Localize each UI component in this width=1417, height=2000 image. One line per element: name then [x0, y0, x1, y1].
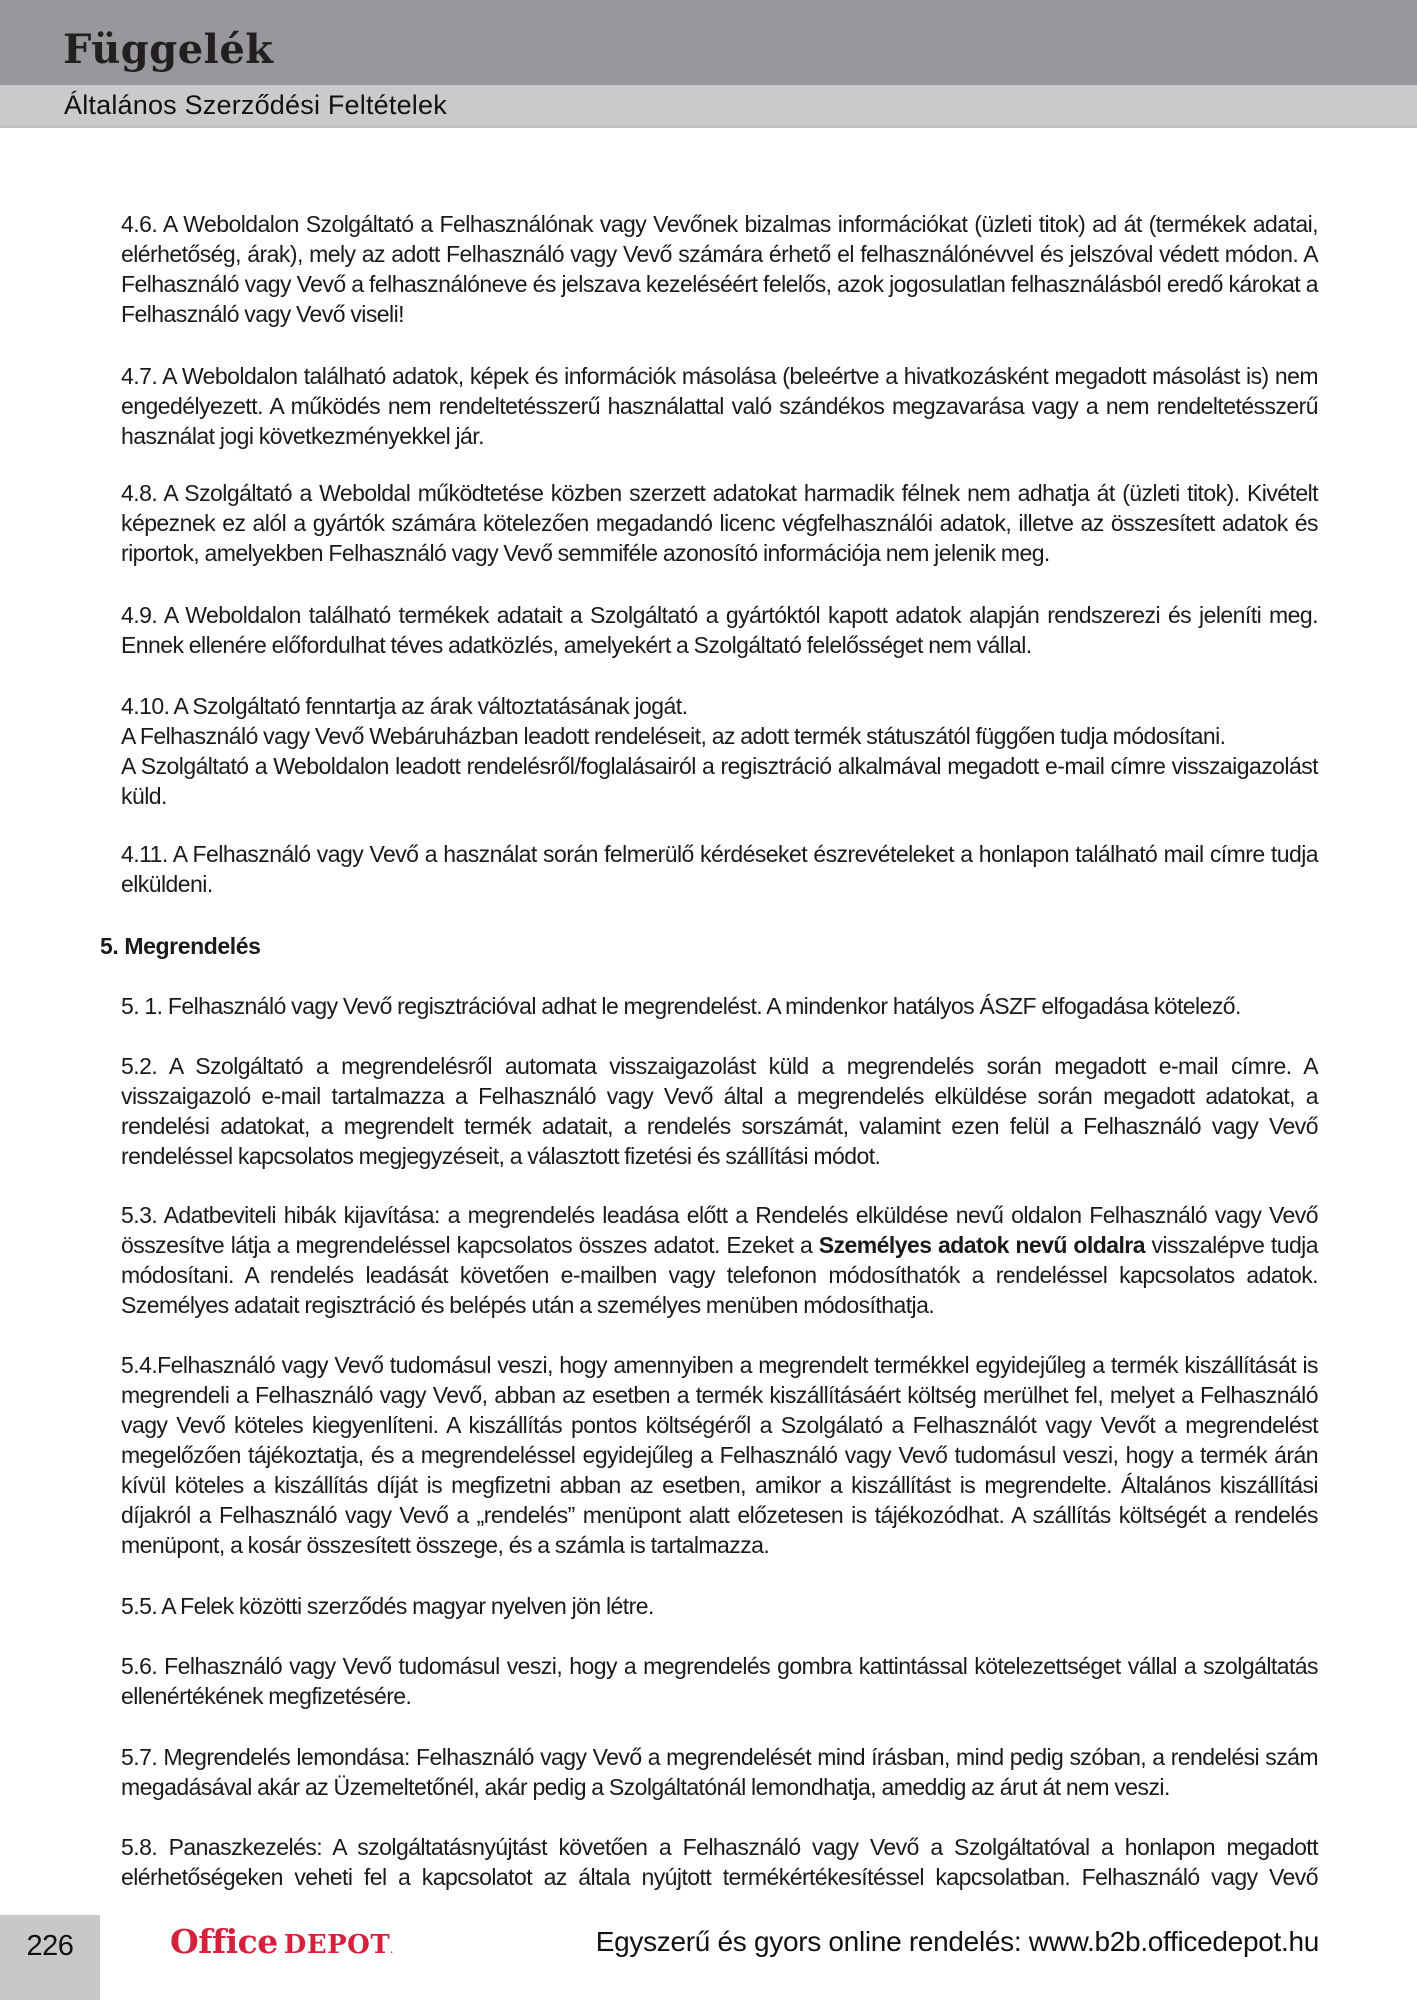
- text-line: elérhetőségeken veheti fel a kapcsolatot az általa nyújtott termékértékesítéssel kapcsolatban. Felhasználó vagy Vevő: [121, 1864, 1318, 1890]
- text-span: visszalépve tudja: [1144, 1232, 1318, 1258]
- paragraph-5-7: [121, 1742, 1318, 1802]
- logo-word-depot: DEPOT: [283, 1930, 391, 1960]
- text-line: 4.6. A Weboldalon Szolgáltató a Felhasználónak vagy Vevőnek bizalmas információkat (üzleti titok) ad át (termékek adatai,: [121, 211, 1318, 237]
- text-line: 5.3. Adatbeviteli hibák kijavítása: a megrendelés leadása előtt a Rendelés elküldése nevű oldalon Felhasználó vagy Vevő: [121, 1202, 1318, 1228]
- text-line: 5.2. A Szolgáltató a megrendelésről automata visszaigazolást küld a megrendelés során megadott e-mail címre. A: [121, 1053, 1318, 1079]
- text-line: kívül köteles a kiszállítás díját is megfizetni abban az esetben, amikor a kiszállítást is megrendelte. Általános kiszállítási: [121, 1472, 1318, 1498]
- bold-text: Személyes adatok nevű oldalra: [818, 1232, 1145, 1258]
- text-line: 4.11. A Felhasználó vagy Vevő a használat során felmerülő kérdéseket észrevételeket a honlapon található mail címre tudja: [121, 841, 1318, 867]
- paragraph-5-8: [121, 1832, 1318, 1892]
- text-line: Felhasználó vagy Vevő a felhasználóneve és jelszava kezeléséért felelős, azok jogosulatlan felhasználásból eredő károkat a: [121, 271, 1318, 297]
- text-line: 5.4.Felhasználó vagy Vevő tudomásul veszi, hogy amennyiben a megrendelt termékkel egyidejűleg a termék kiszállítását is: [121, 1352, 1318, 1378]
- paragraph-5-6: [121, 1651, 1318, 1711]
- text-line: rendeléssel kapcsolatos megjegyzéseit, a választott fizetési és szállítási módot.: [121, 1143, 881, 1169]
- text-line: vagy Vevő köteles kiegyenlíteni. A kiszállítás pontos költségéről a Szolgálató a Felhasználót vagy Vevőt a megrendelést: [121, 1412, 1318, 1438]
- text-line: 5.5. A Felek közötti szerződés magyar nyelven jön létre.: [121, 1593, 654, 1619]
- text-line: riportok, amelyekben Felhasználó vagy Vevő semmiféle azonosító információja nem jelenik meg.: [121, 540, 1050, 566]
- text-line: megrendeli a Felhasználó vagy Vevő, abban az esetben a termék kiszállításáért költség merülhet fel, melyet a Felhasználó: [121, 1382, 1318, 1408]
- text-line: 5.7. Megrendelés lemondása: Felhasználó vagy Vevő a megrendelését mind írásban, mind pedig szóban, a rendelési szám: [121, 1744, 1318, 1770]
- text-line: visszaigazoló e-mail tartalmazza a Felhasználó vagy Vevő által a megrendelés elküldése során megadott adatokat, a: [121, 1083, 1318, 1109]
- page-subtitle: Általános Szerződési Feltételek: [64, 90, 447, 120]
- text-line: A Szolgáltató a Weboldalon leadott rendelésről/foglalásairól a regisztráció alkalmával megadott e-mail címre visszaigazolást: [121, 753, 1318, 779]
- footer-tagline: Egyszerű és gyors online rendelés: www.b2b.officedepot.hu: [595, 1926, 1319, 1957]
- text-line: A Felhasználó vagy Vevő Webáruházban leadott rendeléseit, az adott termék státuszától függően tudja módosítani.: [121, 723, 1226, 749]
- logo-word-office: Office: [170, 1922, 278, 1961]
- text-line: megadásával akár az Üzemeltetőnél, akár pedig a Szolgáltatónál lemondhatja, ameddig az árut át nem veszi.: [121, 1774, 1170, 1800]
- text-line: Személyes adatait regisztráció és belépés után a személyes menüben módosíthatja.: [121, 1292, 935, 1318]
- paragraph-4-8: [121, 478, 1318, 568]
- text-line: 4.9. A Weboldalon található termékek adatait a Szolgáltató a gyártóktól kapott adatok alapján rendszerezi és jeleníti meg.: [121, 602, 1318, 628]
- text-line: [121, 1230, 1318, 1260]
- text-line: elküldeni.: [121, 871, 213, 897]
- text-line: 5.6. Felhasználó vagy Vevő tudomásul veszi, hogy a megrendelés gombra kattintással kötelezettséget vállal a szolgáltatás: [121, 1653, 1318, 1679]
- text-line: menüpont, a kosár összesített összege, és a számla is tartalmazza.: [121, 1532, 770, 1558]
- section-heading: 5. Megrendelés: [100, 933, 261, 959]
- text-line: Ennek ellenére előfordulhat téves adatközlés, amelyekért a Szolgáltató felelősséget nem vállal.: [121, 632, 1032, 658]
- text-line: Felhasználó vagy Vevő viseli!: [121, 301, 404, 327]
- text-line: díjakról a Felhasználó vagy Vevő a „rendelés” menüpont alatt előzetesen is tájékozódhat. A szállítás költségét a rendelés: [121, 1502, 1318, 1528]
- paragraph-4-10: [121, 691, 1318, 811]
- paragraph-4-7: [121, 361, 1318, 451]
- text-line: küld.: [121, 783, 167, 809]
- paragraph-5-4: [121, 1350, 1318, 1560]
- paragraph-4-6: [121, 209, 1318, 329]
- office-depot-logo: [170, 1922, 393, 1961]
- text-line: módosítani. A rendelés leadását követően e-mailben vagy telefonon módosíthatók a rendeléssel kapcsolatos adatok.: [121, 1262, 1318, 1288]
- logo-dot: .: [390, 1945, 393, 1955]
- text-line: képeznek ez alól a gyártók számára kötelezően megadandó licenc végfelhasználói adatok, illetve az összesített adatok és: [121, 510, 1318, 536]
- text-line: 4.10. A Szolgáltató fenntartja az árak változtatásának jogát.: [121, 693, 688, 719]
- text-line: elérhetőség, árak), mely az adott Felhasználó vagy Vevő számára érhető el felhasználónévvel és jelszóval védett módon. A: [121, 241, 1318, 267]
- text-line: megelőzően tájékoztatja, és a megrendeléssel egyidejűleg a Felhasználó vagy Vevő tudomásul veszi, hogy a termék árán: [121, 1442, 1318, 1468]
- paragraph-5-1: [121, 991, 1318, 1021]
- text-line: rendelési adatokat, a megrendelt termék adatait, a rendelés sorszámát, valamint ezen felül a Felhasználó vagy Vevő: [121, 1113, 1318, 1139]
- paragraph-4-9: [121, 600, 1318, 660]
- text-line: ellenértékének megfizetésére.: [121, 1683, 412, 1709]
- text-line: engedélyezett. A működés nem rendeltetésszerű használattal való szándékos megzavarása vagy a nem rendeltetésszerű: [121, 393, 1318, 419]
- text-line: használat jogi következményekkel jár.: [121, 423, 484, 449]
- text-line: 5.8. Panaszkezelés: A szolgáltatásnyújtást követően a Felhasználó vagy Vevő a Szolgáltatóval a honlapon megadott: [121, 1834, 1318, 1860]
- text-line: 4.8. A Szolgáltató a Weboldal működtetése közben szerzett adatokat harmadik félnek nem adhatja át (üzleti titok). Kivételt: [121, 480, 1318, 506]
- paragraph-5-2: [121, 1051, 1318, 1171]
- page-title: Függelék: [63, 26, 274, 73]
- paragraph-4-11: [121, 839, 1318, 899]
- text-line: 5. 1. Felhasználó vagy Vevő regisztrációval adhat le megrendelést. A mindenkor hatályos ÁSZF elfogadása kötelező.: [121, 993, 1241, 1019]
- text-line: 4.7. A Weboldalon található adatok, képek és információk másolása (beleértve a hivatkozásként megadott másolást is) nem: [121, 363, 1318, 389]
- text-span: összesítve látja a megrendeléssel kapcsolatos összes adatot. Ezeket a: [121, 1232, 819, 1258]
- paragraph-5-5: [121, 1591, 1318, 1621]
- paragraph-5-3: [121, 1200, 1318, 1320]
- page-number: 226: [26, 1930, 74, 1962]
